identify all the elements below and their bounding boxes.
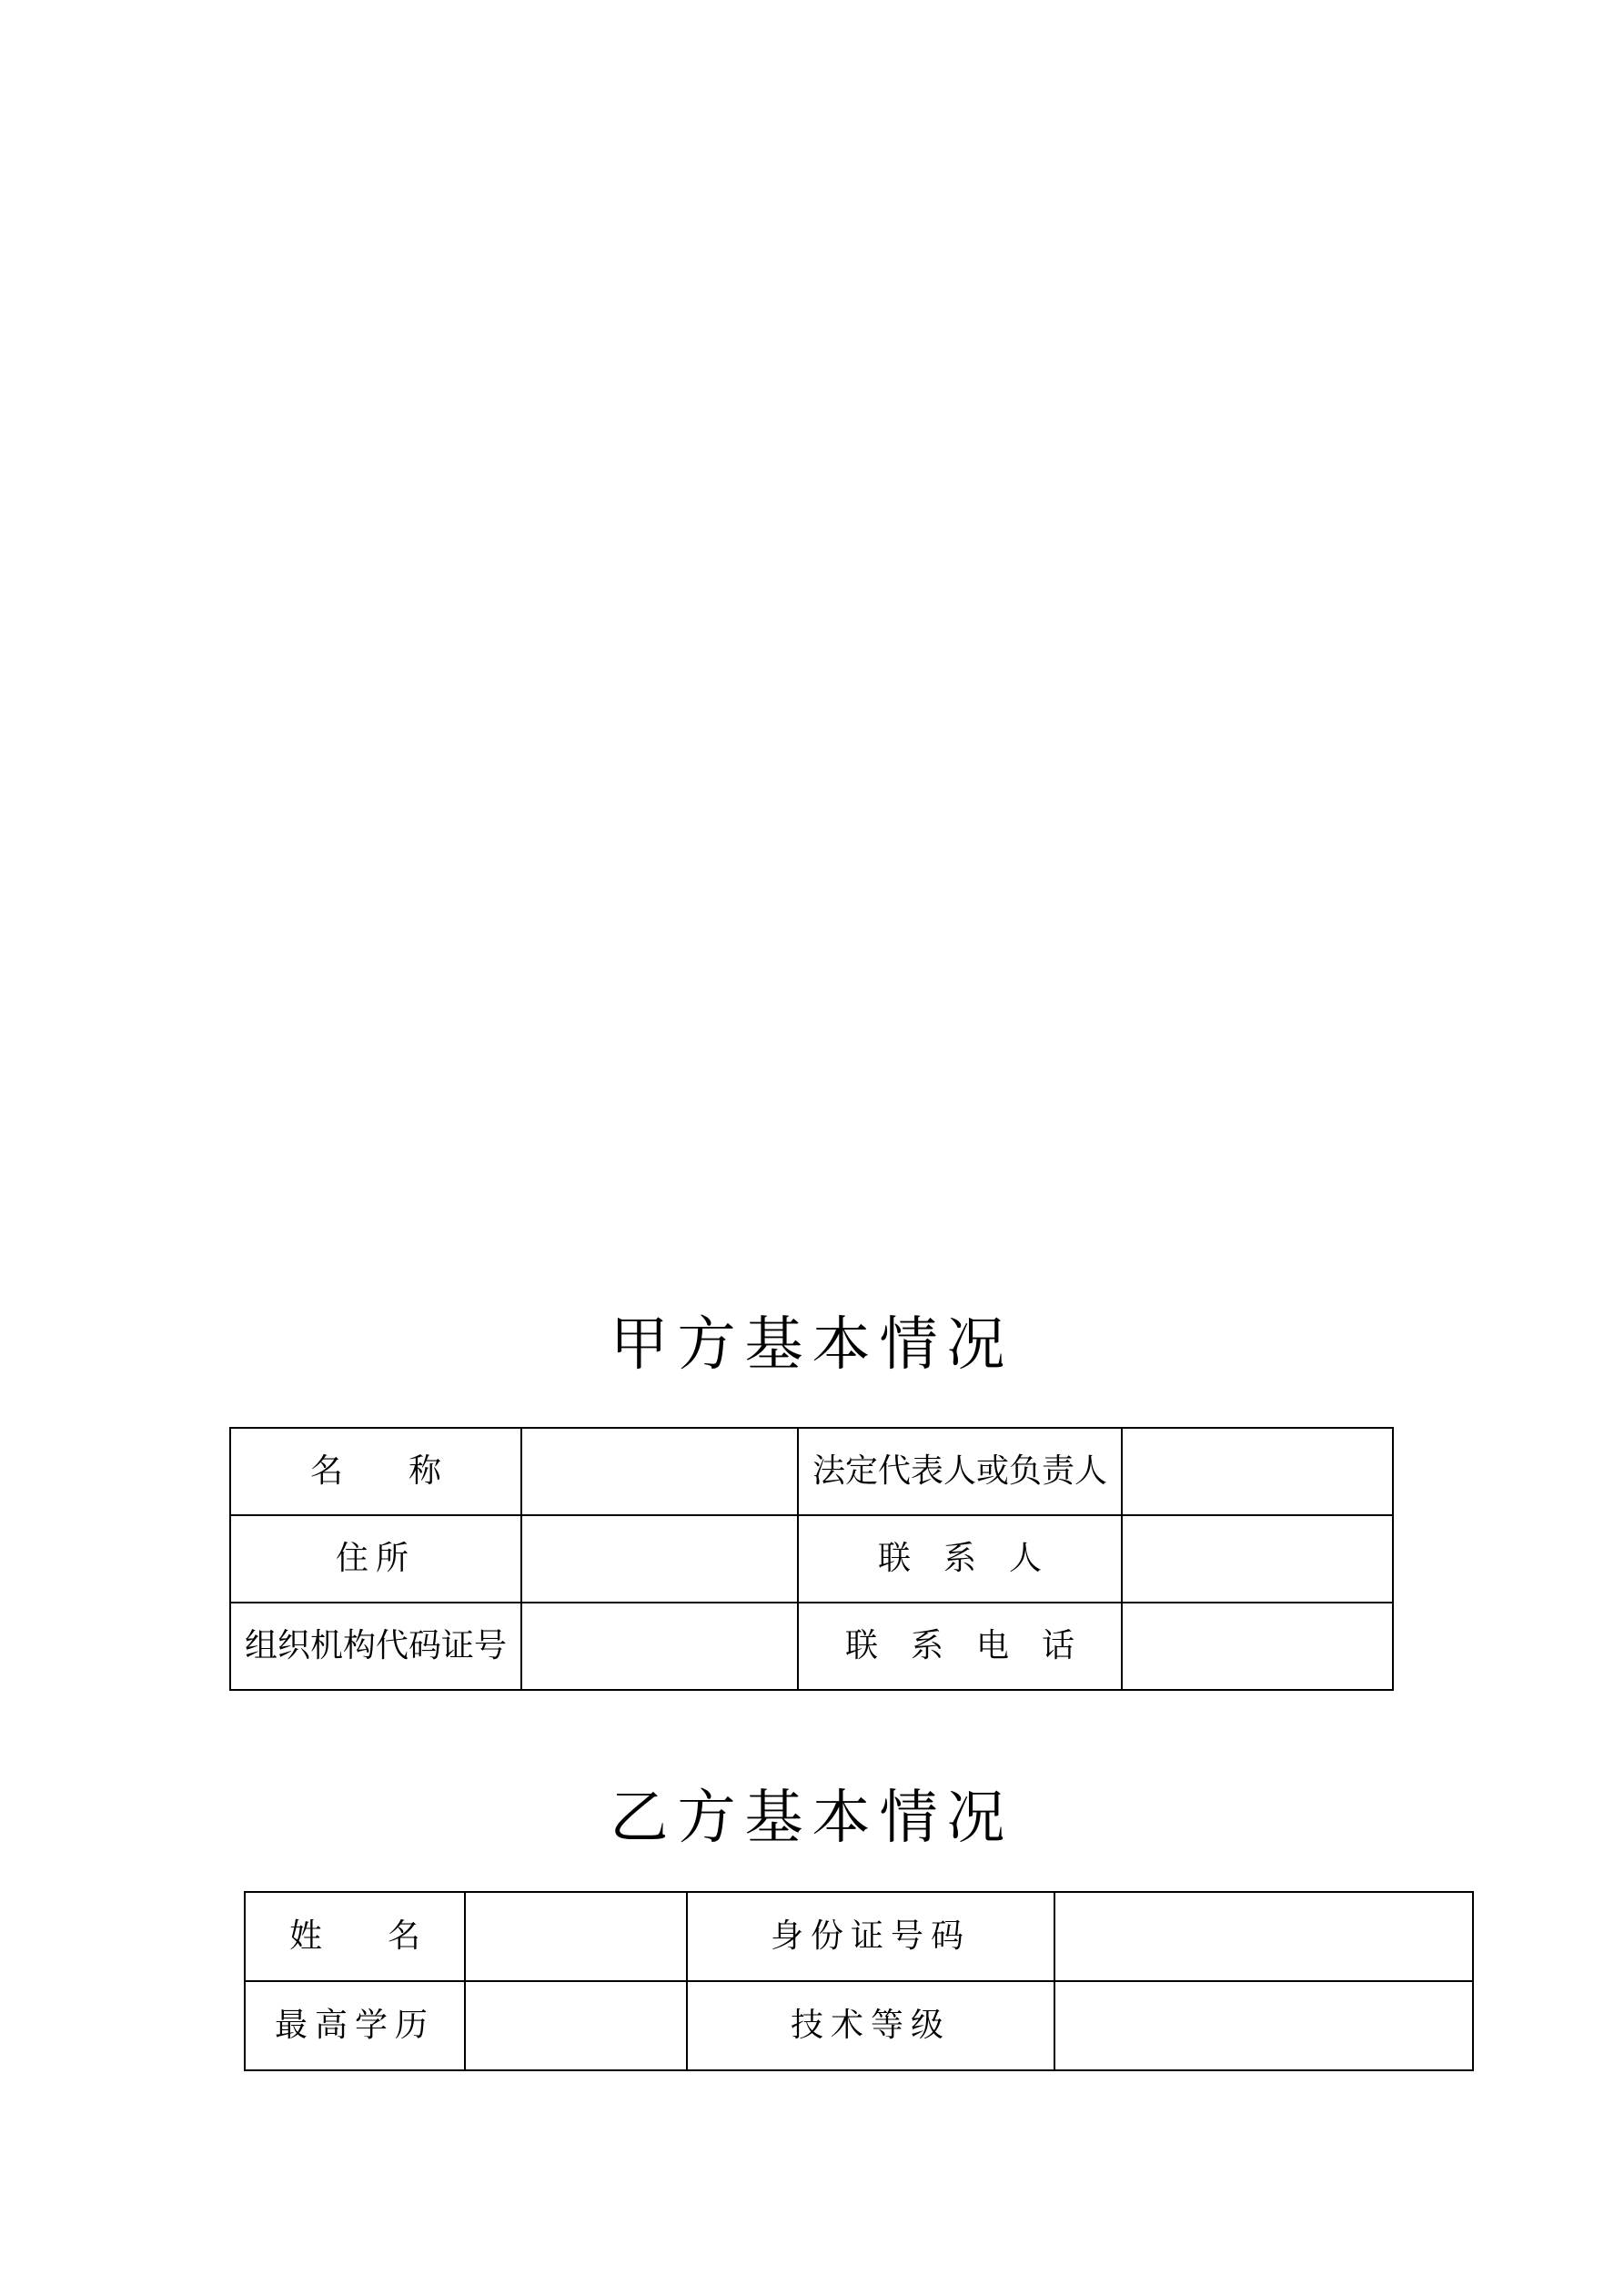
organization-code-label: 组织机构代码证号 bbox=[230, 1603, 521, 1690]
address-label: 住所 bbox=[230, 1515, 521, 1603]
person-name-field[interactable] bbox=[465, 1892, 687, 1981]
id-number-label: 身份证号码 bbox=[687, 1892, 1054, 1981]
contact-phone-field[interactable] bbox=[1122, 1603, 1393, 1690]
skill-level-label: 技术等级 bbox=[687, 1981, 1054, 2070]
contact-person-field[interactable] bbox=[1122, 1515, 1393, 1603]
contact-person-label: 联 系 人 bbox=[798, 1515, 1122, 1603]
name-field[interactable] bbox=[521, 1428, 798, 1515]
table-row bbox=[245, 1981, 1473, 2070]
party-a-table bbox=[229, 1427, 1394, 1691]
table-row bbox=[245, 1892, 1473, 1981]
party-b-title: 乙方基本情况 bbox=[610, 1785, 1014, 1852]
legal-representative-label: 法定代表人或负责人 bbox=[798, 1428, 1122, 1515]
address-field[interactable] bbox=[521, 1515, 798, 1603]
legal-representative-field[interactable] bbox=[1122, 1428, 1393, 1515]
education-label: 最高学历 bbox=[245, 1981, 465, 2070]
table-row bbox=[230, 1603, 1393, 1690]
id-number-field[interactable] bbox=[1054, 1892, 1473, 1981]
person-name-label: 姓 名 bbox=[245, 1892, 465, 1981]
party-b-table bbox=[244, 1891, 1474, 2071]
name-label: 名 称 bbox=[230, 1428, 521, 1515]
education-field[interactable] bbox=[465, 1981, 687, 2070]
table-row bbox=[230, 1428, 1393, 1515]
party-a-title: 甲方基本情况 bbox=[610, 1311, 1014, 1379]
contact-phone-label: 联 系 电 话 bbox=[798, 1603, 1122, 1690]
table-row bbox=[230, 1515, 1393, 1603]
organization-code-field[interactable] bbox=[521, 1603, 798, 1690]
skill-level-field[interactable] bbox=[1054, 1981, 1473, 2070]
